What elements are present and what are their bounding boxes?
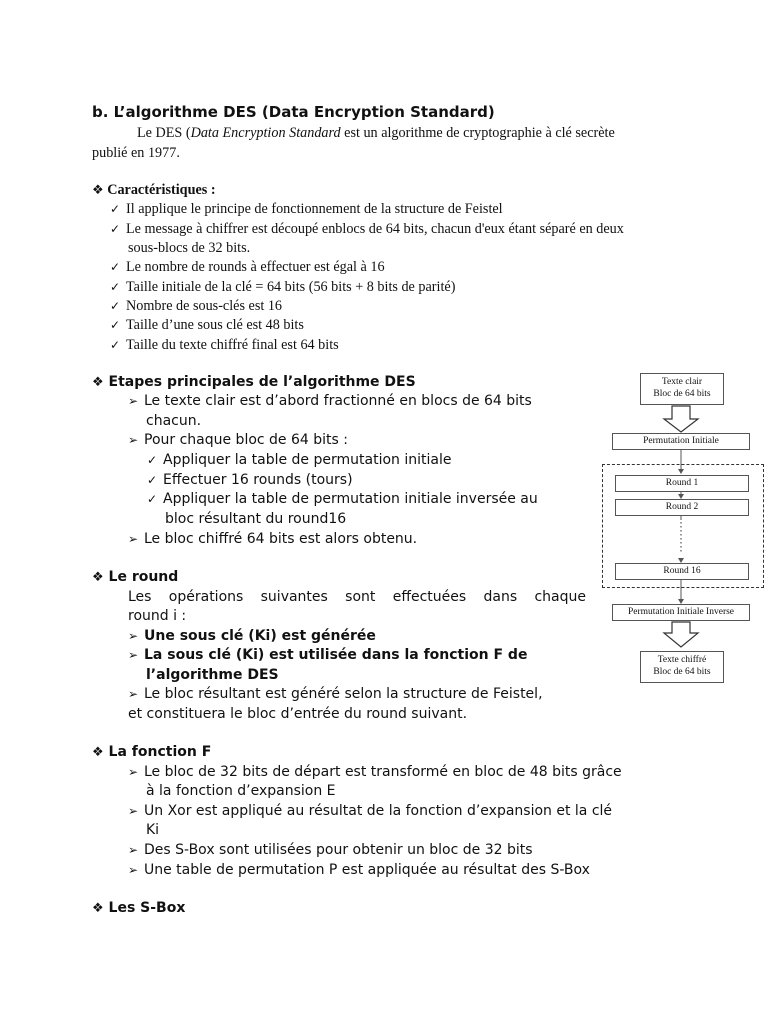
intro-italic: Data Encryption Standard — [190, 125, 341, 141]
sbox-heading — [92, 900, 185, 916]
etape-text: Pour chaque bloc de 64 bits : — [144, 432, 348, 448]
round-item-continuation: l’algorithme DES — [146, 667, 279, 683]
round-16-box: Round 16 — [615, 563, 749, 580]
intro-line-1 — [137, 125, 615, 142]
round-intro-line-1: Les opérations suivantes sont effectuées dans chaque — [128, 589, 586, 605]
arrow-bullet-icon: ➢ — [128, 394, 139, 408]
diamond-bullet-icon: ❖ — [92, 375, 104, 390]
round-item — [128, 686, 543, 702]
fonction-f-item — [128, 803, 612, 819]
round-item-text: Une sous clé (Ki) est générée — [144, 628, 376, 644]
round-item — [128, 628, 376, 644]
arrow-bullet-icon: ➢ — [128, 863, 139, 877]
down-arrow-icon — [664, 406, 698, 432]
list-item-text: Taille du texte chiffré final est 64 bits — [126, 337, 339, 353]
arrow-bullet-icon: ➢ — [128, 843, 139, 857]
fonction-f-item-text: Une table de permutation P est appliquée au résultat des S-Box — [144, 862, 590, 878]
check-icon: ✓ — [110, 338, 121, 352]
intro-suffix: est un algorithme de cryptographie à clé secrète — [340, 125, 615, 141]
intro-line-2: publié en 1977. — [92, 145, 180, 161]
fonction-f-item-text: Un Xor est appliqué au résultat de la fonction d’expansion et la clé — [144, 803, 613, 819]
caracteristiques-heading-text: Caractéristiques : — [107, 182, 216, 198]
fonction-f-heading-text: La fonction F — [108, 744, 212, 760]
round-item — [128, 647, 527, 663]
etapes-heading-text: Etapes principales de l’algorithme DES — [108, 374, 416, 390]
etape-subitem — [147, 491, 538, 507]
fonction-f-item — [128, 842, 533, 858]
caracteristiques-heading — [92, 182, 216, 199]
arrow-bullet-icon: ➢ — [128, 629, 139, 643]
list-item-text: Il applique le principe de fonctionnement de la structure de Feistel — [126, 201, 503, 217]
check-icon: ✓ — [110, 222, 121, 236]
etape-subitem-text: Appliquer la table de permutation initiale inversée au — [163, 491, 538, 507]
check-icon: ✓ — [147, 492, 158, 506]
round-heading — [92, 569, 178, 585]
round-1-box: Round 1 — [615, 475, 749, 492]
diamond-bullet-icon: ❖ — [92, 901, 104, 916]
fonction-f-continuation: Ki — [146, 822, 160, 838]
list-item — [110, 221, 624, 238]
etape-item — [128, 393, 532, 409]
fonction-f-item-text: Des S-Box sont utilisées pour obtenir un bloc de 32 bits — [144, 842, 533, 858]
etape-item — [128, 531, 417, 547]
section-title: b. L’algorithme DES (Data Encryption Standard) — [92, 103, 495, 121]
plaintext-size: Bloc de 64 bits — [653, 389, 711, 399]
check-icon: ✓ — [110, 260, 121, 274]
check-icon: ✓ — [147, 473, 158, 487]
initial-permutation-box: Permutation Initiale — [612, 433, 750, 450]
etape-text: Le texte clair est d’abord fractionné en blocs de 64 bits — [144, 393, 532, 409]
list-item — [110, 279, 455, 296]
diamond-bullet-icon: ❖ — [92, 182, 104, 197]
ciphertext-box — [640, 651, 724, 683]
list-item-text: Taille initiale de la clé = 64 bits (56 bits + 8 bits de parité) — [126, 279, 456, 295]
ciphertext-label: Texte chiffré — [657, 655, 707, 666]
etape-text: Le bloc chiffré 64 bits est alors obtenu. — [144, 531, 418, 547]
list-item — [110, 298, 282, 315]
diamond-bullet-icon: ❖ — [92, 570, 104, 585]
list-item-text: Nombre de sous-clés est 16 — [126, 298, 283, 314]
arrow-bullet-icon: ➢ — [128, 687, 139, 701]
arrow-bullet-icon: ➢ — [128, 765, 139, 779]
round-item-continuation: et constituera le bloc d’entrée du round suivant. — [128, 706, 468, 722]
list-item — [110, 337, 339, 354]
round-item-text: Le bloc résultant est généré selon la structure de Feistel, — [144, 686, 543, 702]
etape-item — [128, 432, 348, 448]
arrow-bullet-icon: ➢ — [128, 532, 139, 546]
fonction-f-item — [128, 764, 622, 780]
plaintext-label: Texte clair — [661, 377, 703, 388]
down-arrow-icon — [664, 622, 698, 647]
etape-subitem-continuation: bloc résultant du round16 — [165, 511, 347, 527]
fonction-f-item-text: Le bloc de 32 bits de départ est transformé en bloc de 48 bits grâce — [144, 764, 622, 780]
list-item — [110, 201, 503, 218]
etape-subitem-text: Effectuer 16 rounds (tours) — [163, 472, 353, 488]
etape-subitem — [147, 472, 353, 488]
sbox-heading-text: Les S-Box — [108, 900, 186, 916]
round-intro-line-2: round i : — [128, 608, 187, 624]
list-item-text: Le message à chiffrer est découpé enblocs de 64 bits, chacun d'eux étant séparé en deux — [126, 221, 624, 237]
etapes-heading — [92, 374, 416, 390]
check-icon: ✓ — [110, 299, 121, 313]
arrow-bullet-icon: ➢ — [128, 648, 139, 662]
list-item-text: Taille d’une sous clé est 48 bits — [126, 317, 304, 333]
ciphertext-size: Bloc de 64 bits — [653, 667, 711, 677]
etape-subitem-text: Appliquer la table de permutation initiale — [163, 452, 452, 468]
des-diagram — [598, 368, 768, 688]
fonction-f-heading — [92, 744, 211, 760]
list-item — [110, 259, 385, 276]
etape-subitem — [147, 452, 451, 468]
intro-prefix: Le DES ( — [137, 125, 191, 141]
plaintext-box — [640, 373, 724, 405]
arrow-bullet-icon: ➢ — [128, 804, 139, 818]
round-2-box: Round 2 — [615, 499, 749, 516]
list-item-continuation: sous-blocs de 32 bits. — [128, 240, 251, 256]
check-icon: ✓ — [110, 280, 121, 294]
round-item-text: La sous clé (Ki) est utilisée dans la fonction F de — [144, 647, 528, 663]
arrow-bullet-icon: ➢ — [128, 433, 139, 447]
inverse-permutation-box: Permutation Initiale Inverse — [612, 604, 750, 621]
check-icon: ✓ — [110, 202, 121, 216]
etape-continuation: chacun. — [146, 413, 202, 429]
round-heading-text: Le round — [108, 569, 179, 585]
diamond-bullet-icon: ❖ — [92, 745, 104, 760]
check-icon: ✓ — [110, 318, 121, 332]
list-item — [110, 317, 304, 334]
fonction-f-item — [128, 862, 590, 878]
fonction-f-continuation: à la fonction d’expansion E — [146, 783, 336, 799]
list-item-text: Le nombre de rounds à effectuer est égal à 16 — [126, 259, 385, 275]
check-icon: ✓ — [147, 453, 158, 467]
